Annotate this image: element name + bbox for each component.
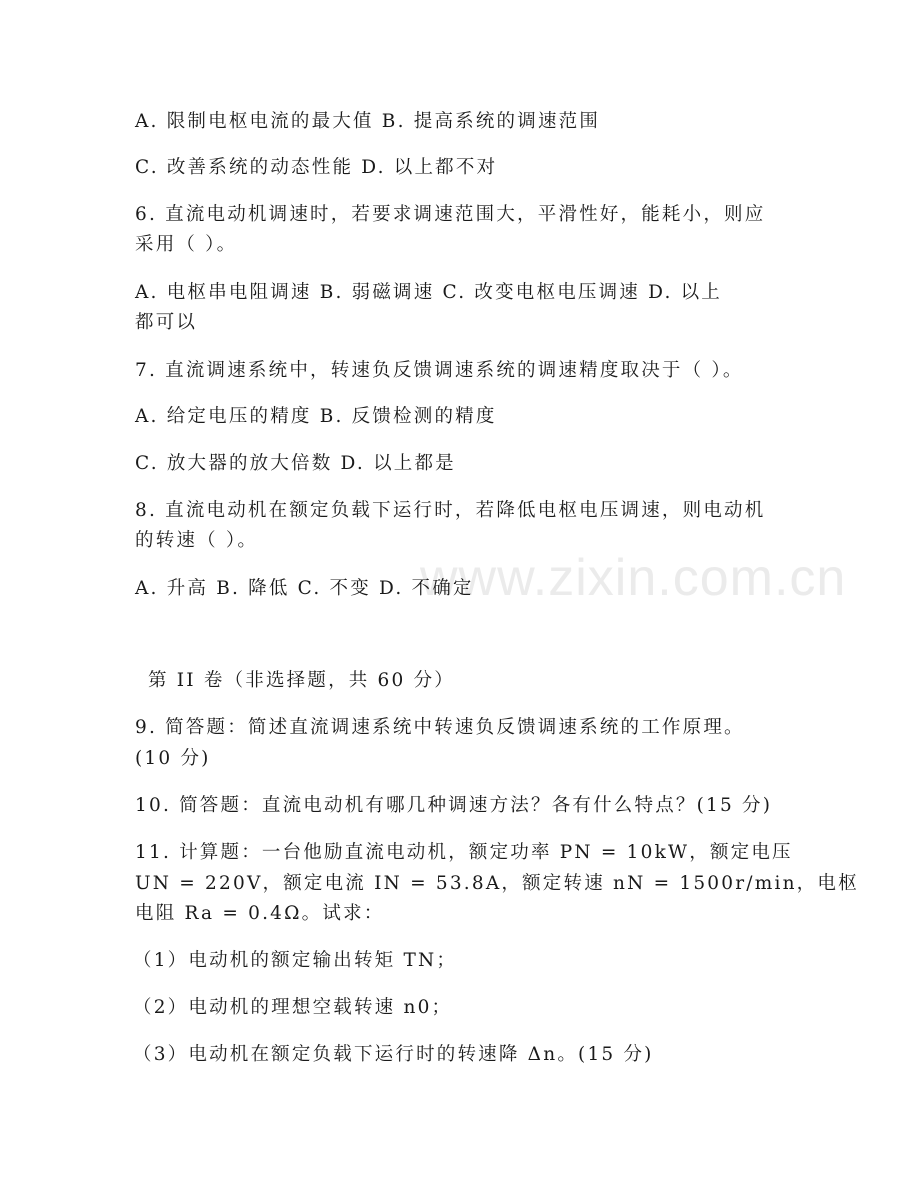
question-7-options-cd: C. 放大器的放大倍数 D. 以上都是 xyxy=(135,453,456,474)
question-5-options-ab: A. 限制电枢电流的最大值 B. 提高系统的调速范围 xyxy=(135,111,601,132)
question-6-options: A. 电枢串电阻调速 B. 弱磁调速 C. 改变电枢电压调速 D. 以上 xyxy=(135,282,723,303)
question-6-text: 6. 直流电动机调速时，若要求调速范围大，平滑性好，能耗小，则应 xyxy=(135,204,766,225)
question-5-options-cd: C. 改善系统的动态性能 D. 以上都不对 xyxy=(135,157,498,178)
question-9-score: (10 分) xyxy=(135,748,211,769)
question-10-text: 10. 简答题：直流电动机有哪几种调速方法？各有什么特点？(15 分) xyxy=(135,795,773,816)
question-7-options-ab: A. 给定电压的精度 B. 反馈检测的精度 xyxy=(135,406,497,427)
question-11-part-2: （2）电动机的理想空载转速 n0； xyxy=(133,997,453,1018)
question-11-text-cont-2: 电阻 Ra = 0.4Ω。试求： xyxy=(135,903,385,924)
question-11-text: 11. 计算题：一台他励直流电动机，额定功率 PN = 10kW，额定电压 xyxy=(135,842,793,863)
question-11-text-cont-1: UN = 220V，额定电流 IN = 53.8A，额定转速 nN = 1500r/min，电枢 xyxy=(135,873,859,894)
question-11-part-3: （3）电动机在额定负载下运行时的转速降 Δn。(15 分) xyxy=(133,1044,654,1065)
question-9-text: 9. 简答题：简述直流调速系统中转速负反馈调速系统的工作原理。 xyxy=(135,717,745,738)
question-11-part-1: （1）电动机的额定输出转矩 TN； xyxy=(133,950,458,971)
question-8-text-cont: 的转速（ ）。 xyxy=(135,530,259,551)
question-8-options: A. 升高 B. 降低 C. 不变 D. 不确定 xyxy=(135,578,474,599)
section-heading: 第 II 卷（非选择题，共 60 分） xyxy=(148,670,455,691)
question-6-options-cont: 都可以 xyxy=(135,312,198,333)
question-6-text-cont: 采用（ ）。 xyxy=(135,234,238,255)
watermark-text: www.zixin.com.cn xyxy=(420,549,847,607)
question-8-text: 8. 直流电动机在额定负载下运行时，若降低电枢电压调速，则电动机 xyxy=(135,500,766,521)
question-7-text: 7. 直流调速系统中，转速负反馈调速系统的调速精度取决于（ ）。 xyxy=(135,360,744,381)
